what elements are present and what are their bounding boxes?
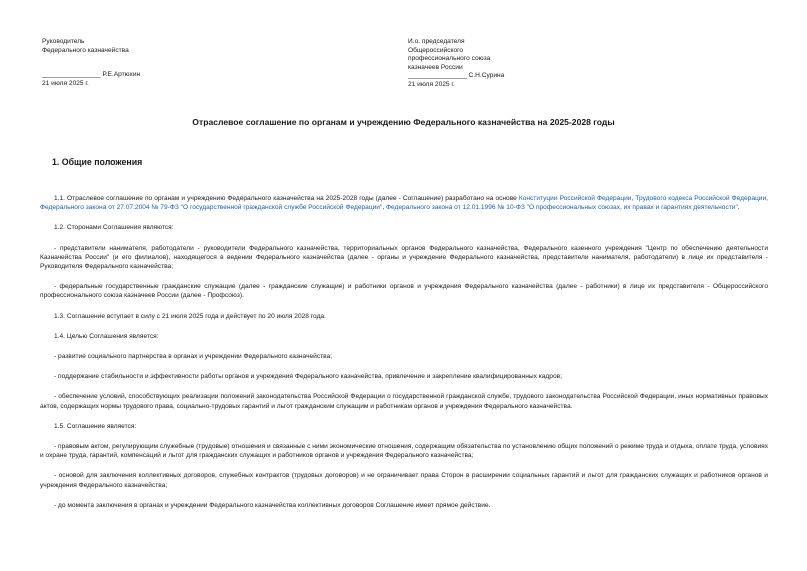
separator: , [766, 195, 768, 202]
paragraph-employees: - федеральные государственные гражданские служащие (далее - гражданские служащие) и работники органов и учреждения Федерального казначейства (далее - работники) в лице их представителя - Общероссийского профессионального союза казначеев России (далее - Профсоюз). [40, 283, 768, 300]
paragraph-1-3: 1.3. Соглашение вступает в силу с 21 июля 2025 года и действует по 20 июля 2028 года. [54, 312, 326, 320]
link-law-79fz[interactable]: Федерального закона от 27.07.2004 № 79-ФЗ "О государственной гражданской службе Российской Федерации" [40, 204, 383, 212]
paragraph-is-3: - до момента заключения в органах и учреждении Федерального казначейства коллективных договоров Соглашение имеет прямое действие. [54, 501, 491, 509]
paragraph-1-4: 1.4. Целью Соглашения является: [54, 332, 159, 340]
paragraph-text: 1.1. Отраслевое соглашение по органам и учреждению Федерального казначейства на 2025-2028 годы (далее - Соглашение) разработано на основе [54, 195, 519, 202]
right-position-line1: И.о. председателя [408, 38, 465, 45]
paragraph-1-1 [40, 194, 768, 212]
separator: , [382, 204, 386, 212]
section-heading: 1. Общие положения [52, 157, 143, 167]
left-signature-line: ________________ Р.Е.Артюхин [42, 71, 141, 79]
signature-block-right [408, 38, 608, 90]
document-title: Отраслевое соглашение по органам и учреждению Федерального казначейства на 2025-2028 годы [192, 117, 615, 127]
paragraph-is-2: - основой для заключения коллективных договоров, служебных контрактов (трудовых договоров) и не ограничивает права Сторон в расширении социальных гарантий и льгот для гражданских служащих и работников органов и учреждения Федерального казначейства; [40, 472, 768, 489]
paragraph-is-1: - правовым актом, регулирующим служебные (трудовые) отношения и связанные с ними экономические отношения, содержащим обязательства по установлению общих положений о режиме труда и отдыха, оплате труда, условиях и охране труда, гарантий, компенсаций и льгот для гражданских служащих и работников органов и учреждения Федерального казначейства; [40, 443, 768, 460]
right-signature-line: ________________ С.Н.Сурина [408, 72, 505, 80]
paragraph-goal-3: - обеспечение условий, способствующих реализации положений законодательства Российской Федерации о государственной гражданской службе, трудового законодательства Российской Федерации, иных нормативных правовых актов, содержащих нормы трудового права, социально-трудовых гарантий и льгот гражданским служащим и работникам органов и учреждения Федерального казначейства. [40, 393, 768, 410]
paragraph-1-5: 1.5. Соглашение является: [54, 422, 137, 430]
paragraph-end: . [737, 204, 740, 212]
signature-block-left [42, 38, 242, 88]
separator: , [631, 195, 636, 202]
document-body [40, 194, 768, 521]
link-constitution[interactable]: Конституции Российской Федерации [518, 195, 632, 202]
right-signature-date: 21 июля 2025 г. [408, 80, 455, 88]
right-position-line3: профессионального союза [408, 55, 491, 63]
paragraph-goal-1: - развитие социального партнерства в органах и учреждении Федерального казначейства; [54, 353, 333, 361]
left-position-line2: Федерального казначейства [42, 46, 129, 54]
left-signature-date: 21 июля 2025 г. [42, 79, 89, 87]
link-law-10fz[interactable]: Федерального закона от 12.01.1996 № 10-ФЗ "О профессиональных союзах, их правах и гарантиях деятельности" [385, 204, 738, 212]
paragraph-goal-2: - поддержание стабильности и эффективности работы органов и учреждения Федерального казначейства, привлечение и закрепление квалифицированных кадров; [54, 373, 562, 381]
right-position-line2: Общероссийского [408, 46, 464, 54]
left-position-line1: Руководитель [42, 38, 85, 45]
paragraph-employers: - представители нанимателя, работодатели - руководители Федерального казначейства, территориальных органов Федерального казначейства, Федерального казенного учреждения "Центр по обеспечению деятельности Казначейства России" (и его филиалов), находящегося в ведении Федерального казначейства (далее - органы и учреждение Федерального казначейства, представители нанимателя, работодатели) в лице их представителя - Руководителя Федерального казначейства; [40, 244, 768, 271]
link-labor-code[interactable]: Трудового кодекса Российской Федерации [635, 195, 767, 202]
right-position-line4: казначеев России [408, 63, 463, 71]
paragraph-1-2: 1.2. Сторонами Соглашения являются: [54, 224, 174, 232]
